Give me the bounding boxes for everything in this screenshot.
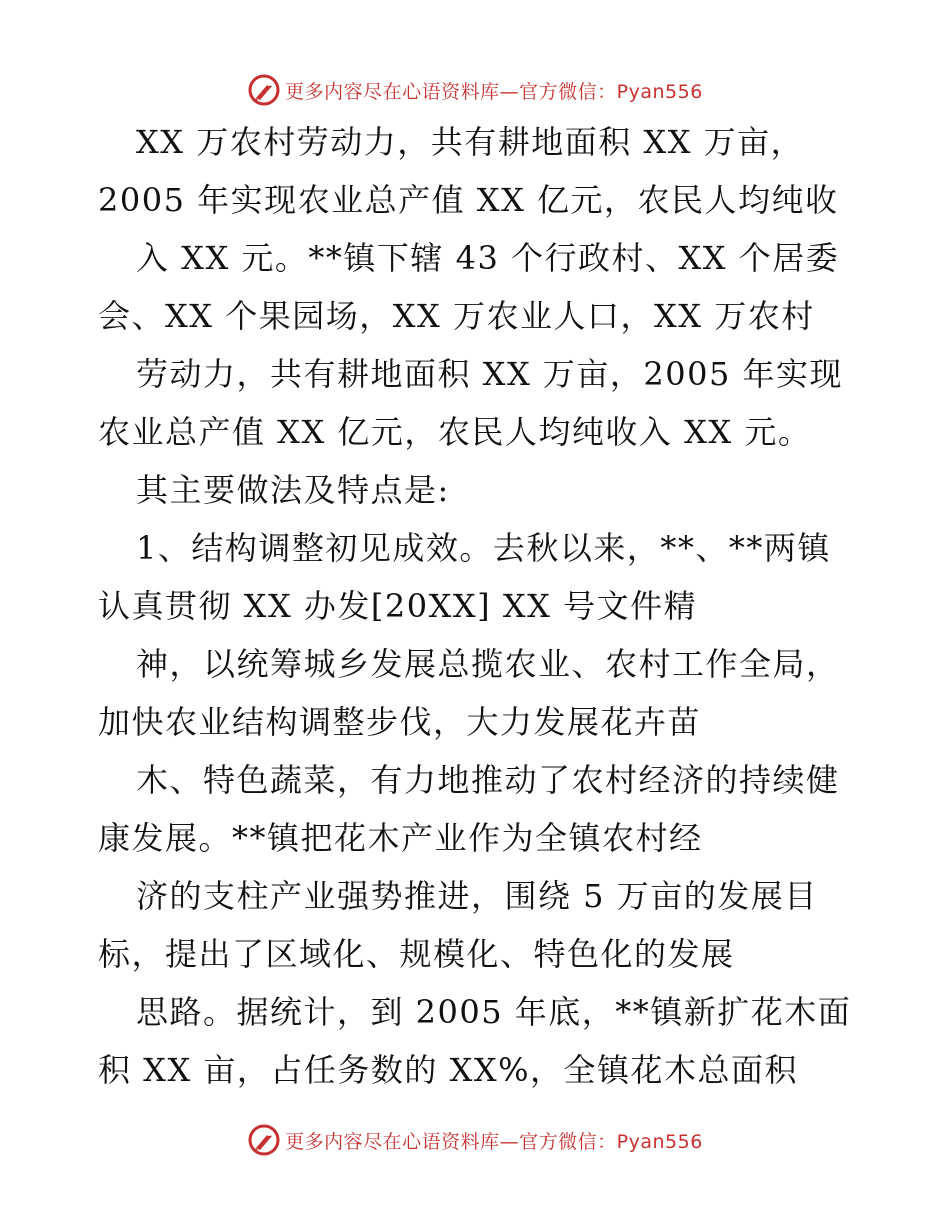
pen-logo-icon bbox=[247, 73, 281, 107]
body-line: 其主要做法及特点是: bbox=[136, 471, 450, 509]
body-line: XX 万农村劳动力，共有耕地面积 XX 万亩， bbox=[136, 123, 805, 161]
header-banner-text: 更多内容尽在心语资料库—官方微信：Pyan556 bbox=[285, 80, 703, 103]
body-line: 济的支柱产业强势推进，围绕 5 万亩的发展目 bbox=[136, 877, 818, 915]
body-line: 认真贯彻 XX 办发[20XX] XX 号文件精 bbox=[98, 587, 698, 625]
body-line: 农业总产值 XX 亿元，农民人均纯收入 XX 元。 bbox=[98, 413, 812, 451]
body-line: 神，以统筹城乡发展总揽农业、农村工作全局， bbox=[136, 645, 840, 683]
footer-banner-text: 更多内容尽在心语资料库—官方微信：Pyan556 bbox=[285, 1130, 703, 1153]
body-line: 2005 年实现农业总产值 XX 亿元，农民人均纯收 bbox=[98, 181, 839, 219]
body-line: 1、结构调整初见成效。去秋以来，**、**两镇 bbox=[136, 529, 831, 567]
body-line: 加快农业结构调整步伐，大力发展花卉苗 bbox=[98, 703, 702, 741]
body-line: 康发展。**镇把花木产业作为全镇农村经 bbox=[98, 819, 703, 857]
footer-banner bbox=[0, 1120, 950, 1160]
body-line: 会、XX 个果园场，XX 万农业人口，XX 万农村 bbox=[98, 297, 815, 335]
pen-logo-icon bbox=[247, 1123, 281, 1157]
body-line: 思路。据统计，到 2005 年底，**镇新扩花木面 bbox=[136, 993, 852, 1031]
body-line: 积 XX 亩，占任务数的 XX%，全镇花木总面积 bbox=[98, 1051, 799, 1089]
header-banner bbox=[0, 70, 950, 110]
body-line: 劳动力，共有耕地面积 XX 万亩，2005 年实现 bbox=[136, 355, 844, 393]
body-line: 入 XX 元。**镇下辖 43 个行政村、XX 个居委 bbox=[136, 239, 840, 277]
body-line: 木、特色蔬菜，有力地推动了农村经济的持续健 bbox=[136, 761, 840, 799]
body-line: 标，提出了区域化、规模化、特色化的发展 bbox=[98, 935, 735, 973]
